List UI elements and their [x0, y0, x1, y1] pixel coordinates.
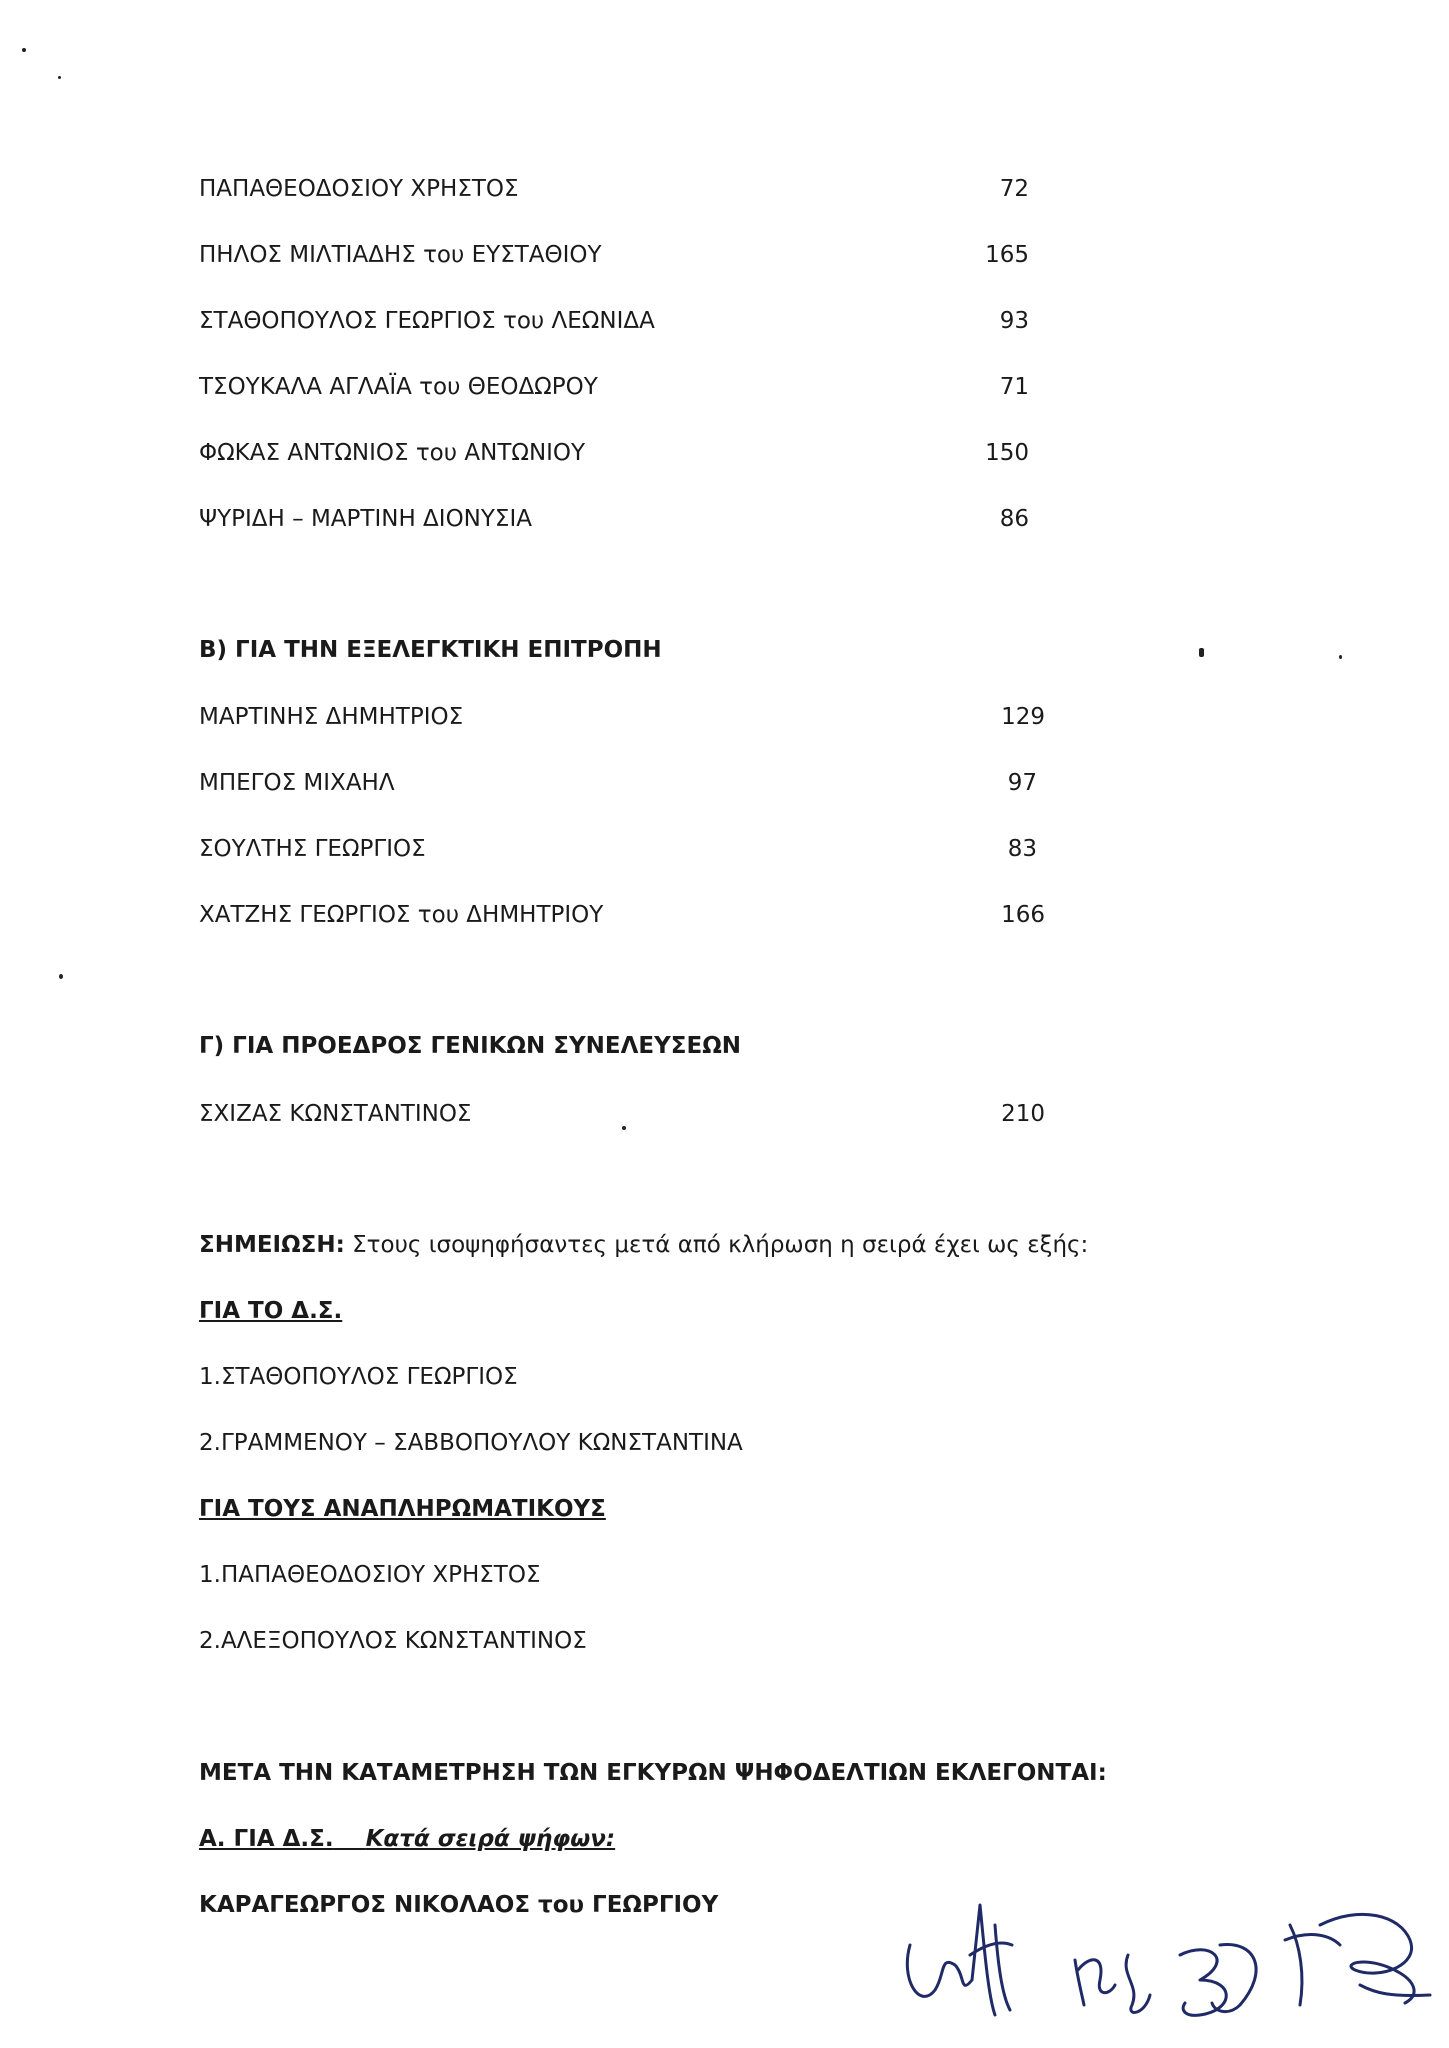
scan-speck [59, 974, 63, 979]
candidate-name: ΠΗΛΟΣ ΜΙΛΤΙΑΔΗΣ του ΕΥΣΤΑΘΙΟΥ [199, 242, 602, 268]
tie-heading-board: ΓΙΑ ΤΟ Δ.Σ. [199, 1298, 343, 1324]
result-heading: ΜΕΤΑ ΤΗΝ ΚΑΤΑΜΕΤΡΗΣΗ ΤΩΝ ΕΓΚΥΡΩΝ ΨΗΦΟΔΕΛΤΙΩΝ ΕΚΛΕΓΟΝΤΑΙ: [199, 1760, 1107, 1786]
scan-speck [22, 48, 26, 52]
tie-item: 2.ΑΛΕΞΟΠΟΥΛΟΣ ΚΩΝΣΤΑΝΤΙΝΟΣ [199, 1628, 587, 1654]
note-paragraph [199, 1232, 1088, 1258]
tie-item: 1.ΣΤΑΘΟΠΟΥΛΟΣ ΓΕΩΡΓΙΟΣ [199, 1364, 518, 1390]
tie-item: 2.ΓΡΑΜΜΕΝΟΥ – ΣΑΒΒΟΠΟΥΛΟΥ ΚΩΝΣΤΑΝΤΙΝΑ [199, 1430, 743, 1456]
handwritten-signatures [900, 1885, 1440, 2035]
vote-count: 129 [1001, 704, 1045, 730]
vote-count: 72 [999, 176, 1029, 202]
vote-count: 166 [1001, 902, 1045, 928]
candidate-name: ΣΤΑΘΟΠΟΥΛΟΣ ΓΕΩΡΓΙΟΣ του ΛΕΩΝΙΔΑ [199, 308, 655, 334]
scan-speck [58, 76, 61, 79]
candidate-name: ΠΑΠΑΘΕΟΔΟΣΙΟΥ ΧΡΗΣΤΟΣ [199, 176, 519, 202]
scan-speck [1199, 648, 1204, 657]
result-sub-suffix: Κατά σειρά ψήφων: [365, 1826, 616, 1852]
section-heading-general-assembly-chair: Γ) ΓΙΑ ΠΡΟΕΔΡΟΣ ΓΕΝΙΚΩΝ ΣΥΝΕΛΕΥΣΕΩΝ [199, 1033, 742, 1059]
scan-speck [622, 1126, 626, 1130]
note-text: Στους ισοψηφήσαντες μετά από κλήρωση η σειρά έχει ως εξής: [344, 1232, 1089, 1258]
candidate-name: ΣΟΥΛΤΗΣ ΓΕΩΡΓΙΟΣ [199, 836, 426, 862]
tie-item: 1.ΠΑΠΑΘΕΟΔΟΣΙΟΥ ΧΡΗΣΤΟΣ [199, 1562, 541, 1588]
candidate-name: ΣΧΙΖΑΣ ΚΩΝΣΤΑΝΤΙΝΟΣ [199, 1101, 472, 1127]
vote-count: 150 [985, 440, 1029, 466]
candidate-name: ΜΑΡΤΙΝΗΣ ΔΗΜΗΤΡΙΟΣ [199, 704, 464, 730]
vote-count: 83 [1007, 836, 1037, 862]
candidate-name: ΦΩΚΑΣ ΑΝΤΩΝΙΟΣ του ΑΝΤΩΝΙΟΥ [199, 440, 586, 466]
result-subheading [199, 1826, 615, 1852]
section-heading-audit-committee: Β) ΓΙΑ ΤΗΝ ΕΞΕΛΕΓΚΤΙΚΗ ΕΠΙΤΡΟΠΗ [199, 637, 662, 663]
note-label: ΣΗΜΕΙΩΣΗ: [199, 1232, 345, 1258]
vote-count: 71 [999, 374, 1029, 400]
result-sub-prefix: Α. ΓΙΑ Δ.Σ. [199, 1826, 334, 1852]
scan-speck [1339, 655, 1342, 659]
vote-count: 93 [999, 308, 1029, 334]
signature-ink [907, 1905, 1430, 2015]
vote-count: 210 [1001, 1101, 1045, 1127]
first-elected: ΚΑΡΑΓΕΩΡΓΟΣ ΝΙΚΟΛΑΟΣ του ΓΕΩΡΓΙΟΥ [199, 1892, 719, 1918]
vote-count: 97 [1007, 770, 1037, 796]
vote-count: 86 [999, 506, 1029, 532]
candidate-name: ΜΠΕΓΟΣ ΜΙΧΑΗΛ [199, 770, 395, 796]
tie-heading-alternates: ΓΙΑ ΤΟΥΣ ΑΝΑΠΛΗΡΩΜΑΤΙΚΟΥΣ [199, 1496, 606, 1522]
candidate-name: ΤΣΟΥΚΑΛΑ ΑΓΛΑΪΑ του ΘΕΟΔΩΡΟΥ [199, 374, 598, 400]
candidate-name: ΧΑΤΖΗΣ ΓΕΩΡΓΙΟΣ του ΔΗΜΗΤΡΙΟΥ [199, 902, 604, 928]
candidate-name: ΨΥΡΙΔΗ – ΜΑΡΤΙΝΗ ΔΙΟΝΥΣΙΑ [199, 506, 532, 532]
vote-count: 165 [985, 242, 1029, 268]
